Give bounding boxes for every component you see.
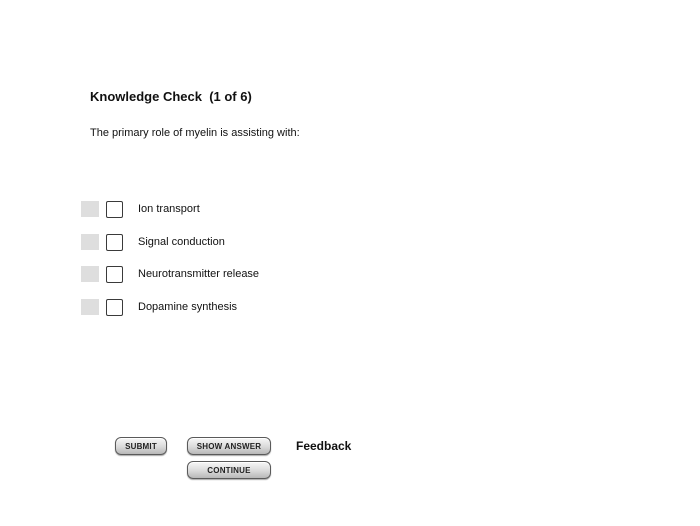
option-status-marker [81, 234, 99, 250]
checkbox[interactable] [106, 299, 123, 316]
option-status-marker [81, 266, 99, 282]
question-text: The primary role of myelin is assisting with: [90, 127, 300, 139]
option-ion-transport[interactable] [81, 199, 200, 219]
option-signal-conduction[interactable] [81, 232, 225, 252]
option-dopamine-synthesis[interactable] [81, 297, 237, 317]
option-label: Neurotransmitter release [138, 268, 260, 280]
continue-button[interactable]: CONTINUE [187, 461, 271, 479]
quiz-title: Knowledge Check (1 of 6) [90, 89, 252, 104]
checkbox[interactable] [106, 266, 123, 283]
option-label: Dopamine synthesis [138, 301, 238, 313]
option-label: Signal conduction [138, 236, 225, 248]
checkbox[interactable] [106, 201, 123, 218]
option-neurotransmitter-release[interactable] [81, 264, 259, 284]
checkbox[interactable] [106, 234, 123, 251]
option-status-marker [81, 299, 99, 315]
feedback-label: Feedback [296, 439, 352, 453]
submit-button[interactable]: SUBMIT [115, 437, 167, 455]
option-label: Ion transport [138, 203, 200, 215]
option-status-marker [81, 201, 99, 217]
show-answer-button[interactable]: SHOW ANSWER [187, 437, 271, 455]
